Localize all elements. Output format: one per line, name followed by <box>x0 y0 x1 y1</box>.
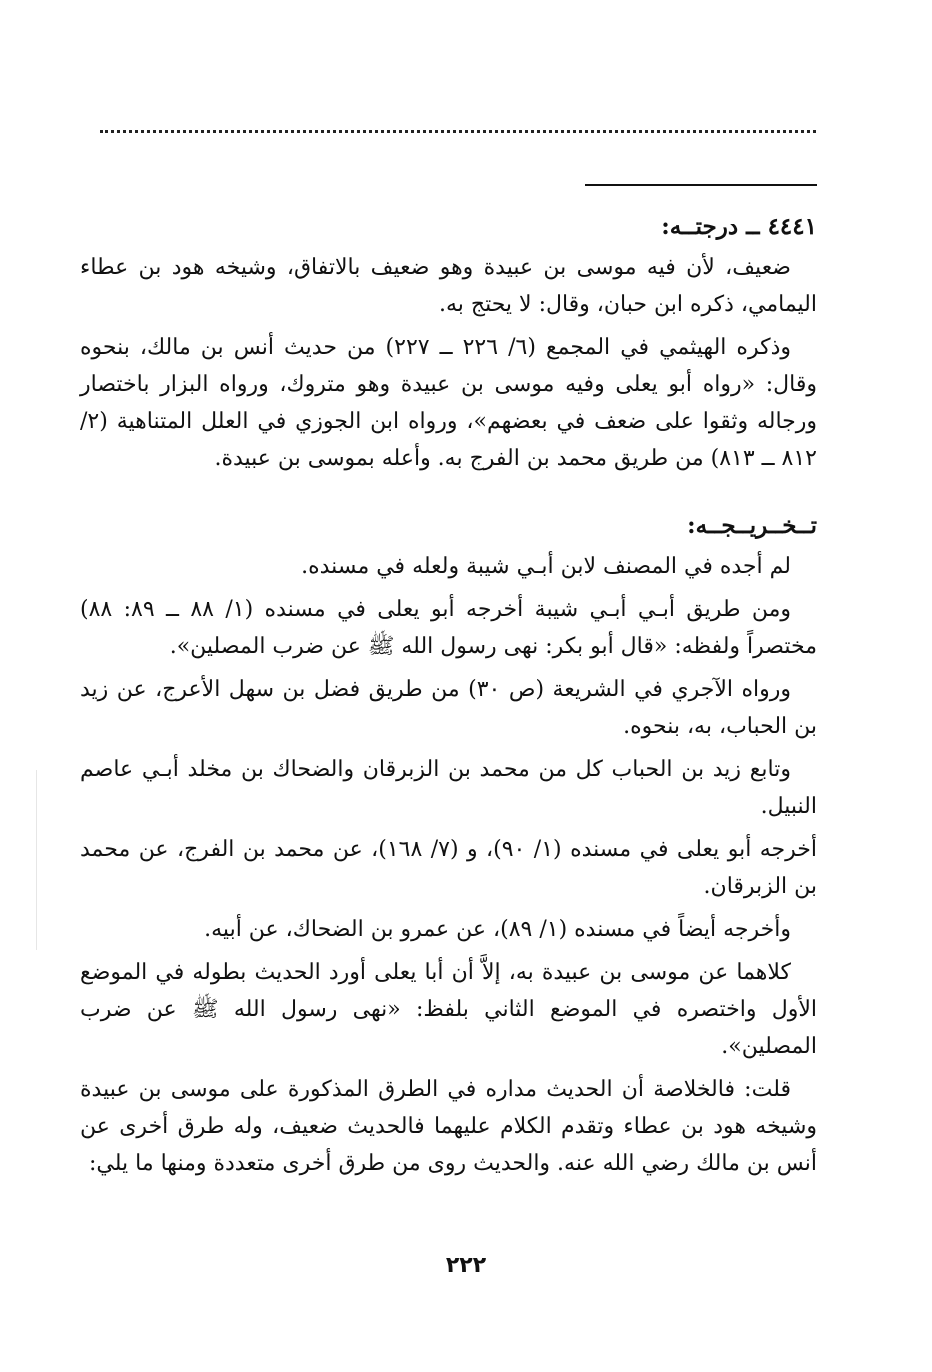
page-number: ٢٢٢ <box>445 1253 487 1278</box>
paragraph-takhrij-8: قلت: فالخلاصة أن الحديث مداره في الطرق المذكورة على موسى بن عبيدة وشيخه هود بن عطاء وتقدم الكلام عليهما فالحديث ضعيف، وله طرق أخرى عن أنس بن مالك رضي الله عنه. والحديث روى من طرق أخرى متعددة ومنها ما يلي: <box>80 1077 817 1176</box>
paragraph-takhrij-7: كلاهما عن موسى بن عبيدة به، إلاَّ أن أبا يعلى أورد الحديث بطوله في الموضع الأول واختصره في الموضع الثاني بلفظ: «نهى رسول الله ﷺ عن ضرب المصلين». <box>80 960 817 1059</box>
dotted-separator <box>100 130 816 133</box>
margin-mark <box>36 770 37 950</box>
paragraph-takhrij-1: لم أجده في المصنف لابن أبـي شيبة ولعله في مسنده. <box>301 554 791 579</box>
paragraph-grade-1: ضعيف، لأن فيه موسى بن عبيدة وهو ضعيف بالاتفاق، وشيخه هود بن عطاء اليمامي، ذكره ابن حبان، وقال: لا يحتج به. <box>80 255 817 317</box>
section-heading-takhrij: تــخــريــجــه: <box>687 512 817 539</box>
paragraph-takhrij-5: أخرجه أبو يعلى في مسنده (١/ ٩٠)، و (٧/ ١٦٨)، عن محمد بن الفرج، عن محمد بن الزبرقان. <box>80 837 817 899</box>
page-body <box>80 208 817 1188</box>
paragraph-takhrij-2: ومن طريق أبـي أبـي شيبة أخرجه أبو يعلى في مسنده (١/ ٨٨ ــ ٨٩: ٨٨) مختصراً ولفظه: «قال أبو بكر: نهى رسول الله ﷺ عن ضرب المصلين». <box>80 597 817 659</box>
paragraph-takhrij-3: ورواه الآجري في الشريعة (ص ٣٠) من طريق فضل بن سهل الأعرج، عن زيد بن الحباب، به، بنحوه. <box>80 677 817 739</box>
paragraph-takhrij-4: وتابع زيد بن الحباب كل من محمد بن الزبرقان والضحاك بن مخلد أبـي عاصم النبيل. <box>80 757 817 819</box>
footnote-rule <box>585 184 817 186</box>
section-heading-grade: ٤٤٤١ ــ درجتــه: <box>661 213 817 240</box>
paragraph-grade-2: وذكره الهيثمي في المجمع (٦/ ٢٢٦ ــ ٢٢٧) من حديث أنس بن مالك، بنحوه وقال: «رواه أبو يعلى وفيه موسى بن عبيدة وهو متروك، ورواه البزار باختصار ورجاله وثقوا على ضعف في بعضهم»، ورواه ابن الجوزي في العلل المتناهية (٢/ ٨١٢ ــ ٨١٣) من طريق محمد بن الفرج به. وأعله بموسى بن عبيدة. <box>80 335 817 471</box>
paragraph-takhrij-6: وأخرجه أيضاً في مسنده (١/ ٨٩)، عن عمرو بن الضحاك، عن أبيه. <box>204 917 791 942</box>
